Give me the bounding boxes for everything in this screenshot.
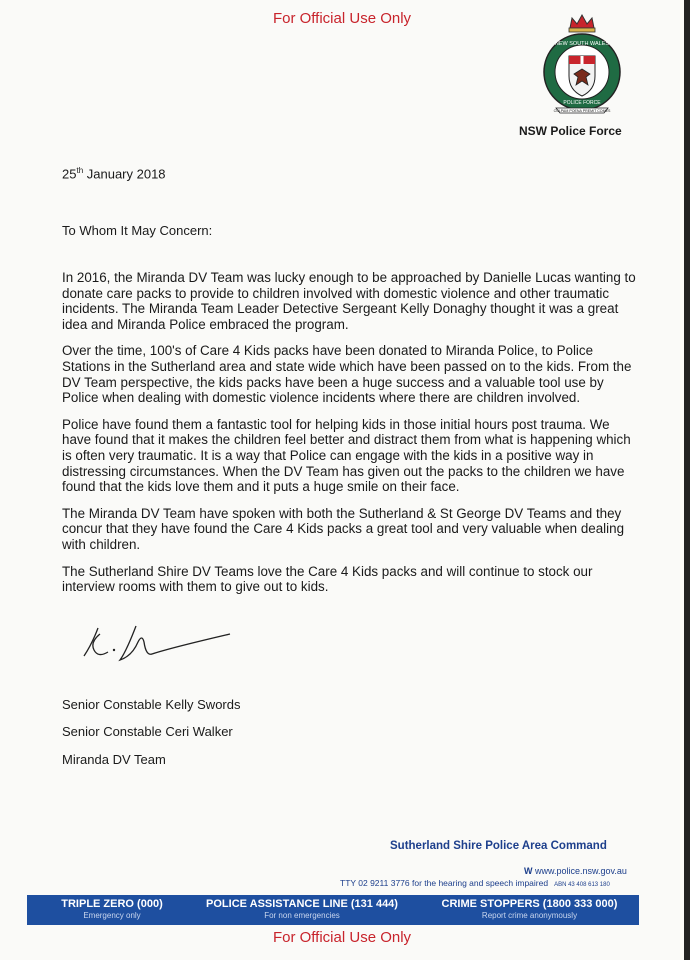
handwritten-signature: [80, 612, 240, 672]
letter-date: 25th January 2018: [62, 166, 166, 182]
signatory-name: Senior Constable Ceri Walker: [62, 724, 233, 739]
paragraph: The Sutherland Shire DV Teams love the Care 4 Kids packs and will continue to stock our interview rooms with them to give out to kids.: [62, 563, 593, 595]
letter-body: [62, 270, 642, 606]
contact-bar: [27, 895, 639, 925]
svg-text:NEW SOUTH WALES: NEW SOUTH WALES: [554, 41, 610, 47]
signatory-team: Miranda DV Team: [62, 752, 166, 767]
svg-text:CULPAM POENA PREMIT COMES: CULPAM POENA PREMIT COMES: [553, 109, 611, 113]
organisation-name: NSW Police Force: [519, 124, 622, 138]
website[interactable]: W www.police.nsw.gov.au: [524, 866, 627, 876]
police-assistance-line: POLICE ASSISTANCE LINE (131 444) For non emergencies: [206, 898, 398, 920]
nsw-police-crest-icon: [536, 12, 628, 116]
signatory-name: Senior Constable Kelly Swords: [62, 697, 241, 712]
official-use-footer: For Official Use Only: [272, 929, 412, 946]
svg-text:POLICE FORCE: POLICE FORCE: [563, 100, 601, 106]
triple-zero: TRIPLE ZERO (000) Emergency only: [61, 898, 163, 920]
paragraph: The Miranda DV Team have spoken with both the Sutherland & St George DV Teams and they concur that they have found the Care 4 Kids packs a great tool and very valuable when dealing with children.: [62, 505, 625, 552]
crown-icon: [569, 15, 595, 32]
official-use-header: For Official Use Only: [272, 10, 412, 27]
salutation: To Whom It May Concern:: [62, 223, 213, 238]
tty-info: TTY 02 9211 3776 for the hearing and speech impaired ABN 43 408 613 180: [340, 878, 610, 888]
paragraph: Police have found them a fantastic tool for helping kids in those initial hours post trauma. We have found that it makes the children feel better and distract them from what is happening which is often very traumatic. It is a way that Police can engage with the kids in a positive way in distressing circumstances. When the DV Team has given out the packs to the children we have found that the kids love them and it puts a huge smile on their face.: [62, 416, 631, 495]
crime-stoppers: CRIME STOPPERS (1800 333 000) Report crime anonymously: [441, 898, 618, 920]
area-command: Sutherland Shire Police Area Command: [390, 840, 607, 852]
paragraph: Over the time, 100's of Care 4 Kids packs have been donated to Miranda Police, to Police Stations in the Sutherland area and state wide which have been passed on to the kids. From the DV Team perspective, the kids packs have been a huge success and a valuable tool use by Police when dealing with domestic violence incidents where there are children involved.: [62, 343, 632, 406]
paragraph: In 2016, the Miranda DV Team was lucky enough to be approached by Danielle Lucas wanting to donate care packs to provide to children involved with domestic violence and other traumatic incidents. The Miranda Team Leader Detective Sergeant Kelly Donaghy thought it was a great idea and Miranda Police embraced the program.: [62, 270, 636, 332]
